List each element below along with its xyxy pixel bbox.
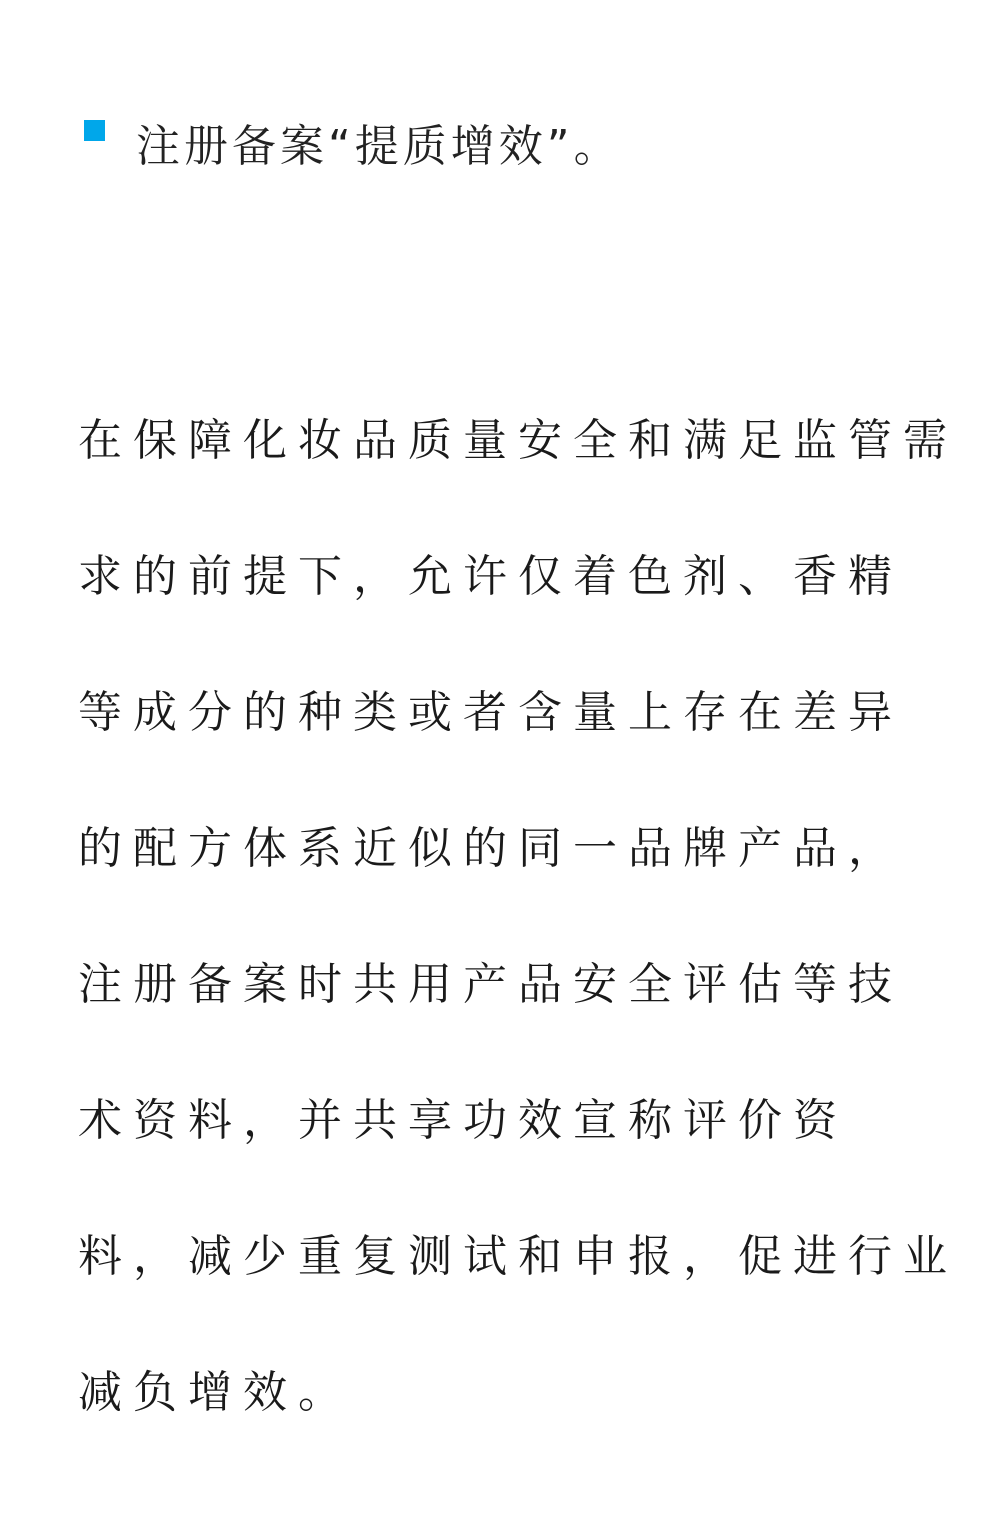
paragraph-line: 等成分的种类或者含量上存在差异 <box>78 687 903 738</box>
paragraph-line: 求的前提下，允许仅着色剂、香精 <box>78 551 903 602</box>
paragraph-line: 在保障化妆品质量安全和满足监管需 <box>78 415 958 466</box>
paragraph-line: 注册备案时共用产品安全评估等技 <box>78 959 903 1010</box>
paragraph-line: 减负增效。 <box>78 1367 353 1418</box>
paragraph-line: 料，减少重复测试和申报，促进行业 <box>78 1231 958 1282</box>
section-heading <box>84 118 622 176</box>
paragraph-line: 的配方体系近似的同一品牌产品， <box>78 823 903 874</box>
body-paragraph <box>78 405 958 1493</box>
square-bullet-icon <box>84 120 105 141</box>
heading-text: 注册备案“提质增效”。 <box>136 121 622 172</box>
paragraph-line: 术资料，并共享功效宣称评价资 <box>78 1095 848 1146</box>
